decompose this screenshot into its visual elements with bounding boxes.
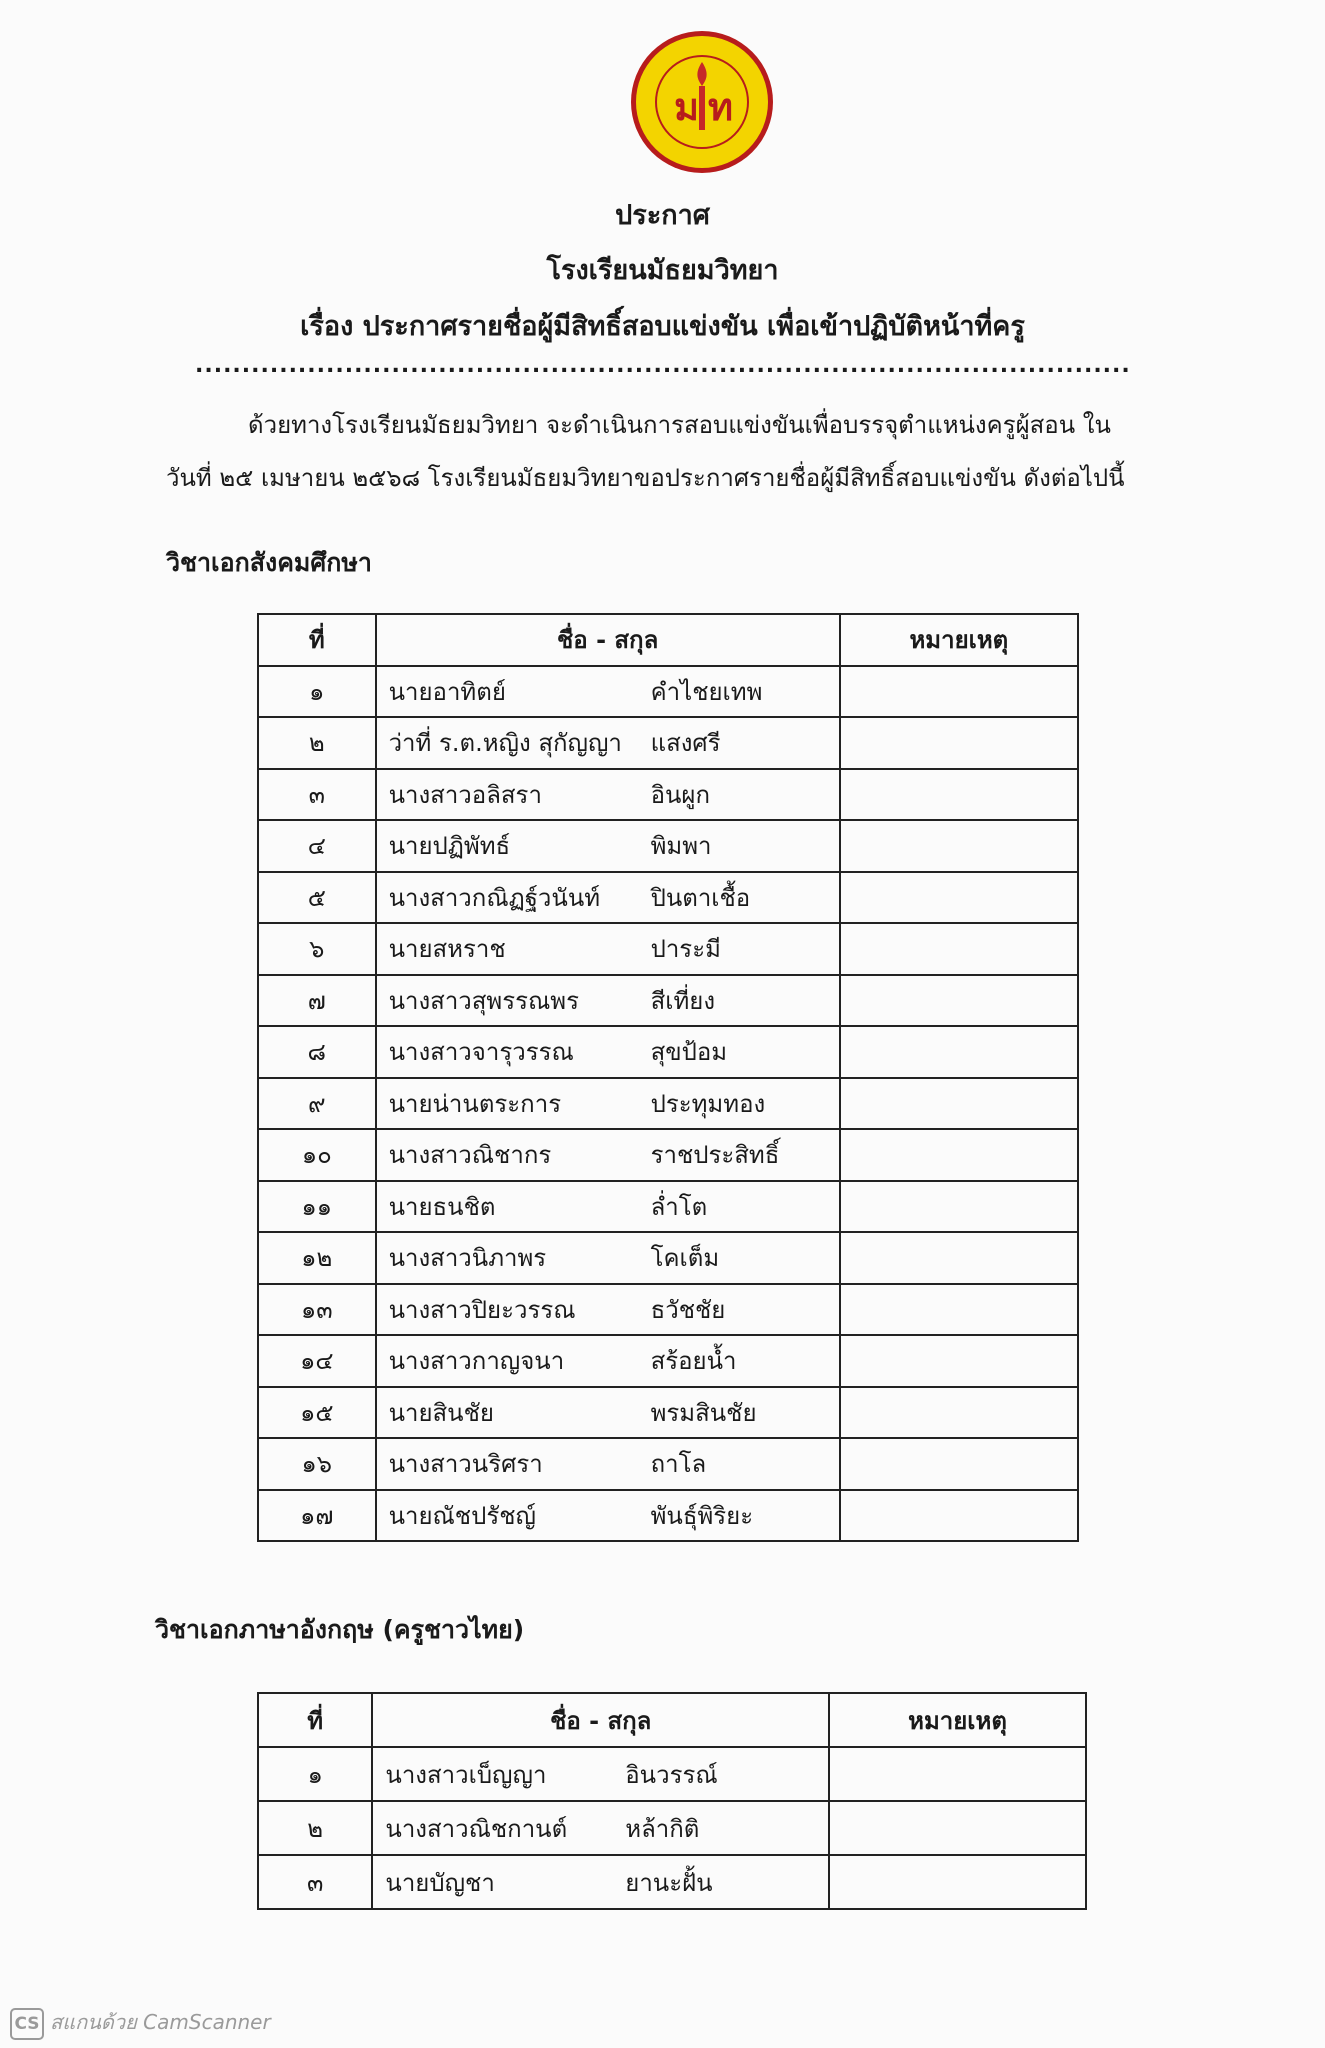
row-number: ๒ [258,1801,372,1855]
row-note [840,872,1078,924]
row-last-name: พรมสินชัย [639,1387,840,1439]
roster-table-english [257,1692,1087,1910]
row-number: ๑๕ [258,1387,376,1439]
row-number: ๑๗ [258,1490,376,1542]
row-first-name: นายอาทิตย์ [376,666,639,718]
row-note [840,1335,1078,1387]
row-number: ๙ [258,1078,376,1130]
row-first-name: นายณัชปรัชญ์ [376,1490,639,1542]
row-first-name: นายธนชิต [376,1181,639,1233]
row-number: ๑ [258,1747,372,1801]
row-last-name: ปาระมี [639,923,840,975]
column-header-number: ที่ [258,1693,372,1747]
row-first-name: ว่าที่ ร.ต.หญิง สุกัญญา [376,717,639,769]
column-header-note: หมายเหตุ [840,614,1078,666]
row-first-name: นายปฏิพัทธ์ [376,820,639,872]
row-first-name: นางสาวปิยะวรรณ [376,1284,639,1336]
row-last-name: ถาโล [639,1438,840,1490]
roster-table-social-studies [257,613,1079,1542]
body-line-1: ด้วยทางโรงเรียนมัธยมวิทยา จะดำเนินการสอบแข่งขันเพื่อบรรจุตำแหน่งครูผู้สอน ใน [248,411,1111,439]
row-note [829,1801,1086,1855]
table-row [258,1490,1078,1542]
row-note [840,1438,1078,1490]
table-row [258,975,1078,1027]
school-name: โรงเรียนมัธยมวิทยา [546,255,779,286]
row-first-name: นายน่านตระการ [376,1078,639,1130]
row-last-name: ล่ำโต [639,1181,840,1233]
camscanner-badge: CS [10,2008,44,2040]
row-note [840,1129,1078,1181]
row-note [840,1181,1078,1233]
row-number: ๑๔ [258,1335,376,1387]
row-note [840,923,1078,975]
row-number: ๓ [258,1855,372,1909]
table-row [258,1078,1078,1130]
table-header-row [258,1693,1086,1747]
column-header-note: หมายเหตุ [829,1693,1086,1747]
row-first-name: นางสาวกาญจนา [376,1335,639,1387]
row-last-name: ประทุมทอง [639,1078,840,1130]
row-number: ๑๒ [258,1232,376,1284]
row-first-name: นางสาวสุพรรณพร [376,975,639,1027]
row-note [840,1026,1078,1078]
body-line-2: วันที่ ๒๕ เมษายน ๒๕๖๘ โรงเรียนมัธยมวิทยาขอประกาศรายชื่อผู้มีสิทธิ์สอบแข่งขัน ดังต่อไปนี้ [166,464,1125,492]
table-row [258,769,1078,821]
table-header-row [258,614,1078,666]
row-first-name: นายสินชัย [376,1387,639,1439]
row-number: ๖ [258,923,376,975]
row-last-name: หล้ากิติ [613,1801,829,1855]
camscanner-watermark [10,2006,271,2040]
row-last-name: พันธุ์พิริยะ [639,1490,840,1542]
row-number: ๔ [258,820,376,872]
row-note [840,1232,1078,1284]
row-last-name: สุขป้อม [639,1026,840,1078]
row-last-name: สีเที่ยง [639,975,840,1027]
table-row [258,1284,1078,1336]
table-row [258,1181,1078,1233]
row-last-name: ราชประสิทธิ์ [639,1129,840,1181]
section-title-social-studies: วิชาเอกสังคมศึกษา [166,548,372,577]
row-note [840,975,1078,1027]
row-number: ๕ [258,872,376,924]
row-first-name: นายสหราช [376,923,639,975]
row-last-name: ธวัชชัย [639,1284,840,1336]
column-header-name: ชื่อ - สกุล [372,1693,829,1747]
table-row [258,872,1078,924]
table-row [258,1387,1078,1439]
row-first-name: นางสาวนิภาพร [376,1232,639,1284]
row-first-name: นางสาวเบ็ญญา [372,1747,613,1801]
table-row [258,1801,1086,1855]
row-number: ๑๖ [258,1438,376,1490]
column-header-number: ที่ [258,614,376,666]
dotted-separator: .................................................................................................... [195,356,1131,376]
row-last-name: พิมพา [639,820,840,872]
table-row [258,1747,1086,1801]
row-note [840,769,1078,821]
table-row [258,1335,1078,1387]
row-last-name: สร้อยน้ำ [639,1335,840,1387]
row-last-name: คำไชยเทพ [639,666,840,718]
row-number: ๓ [258,769,376,821]
row-note [829,1855,1086,1909]
row-last-name: ปินตาเชื้อ [639,872,840,924]
announcement-title: ประกาศ [615,200,710,231]
row-last-name: ยานะฝั้น [613,1855,829,1909]
table-row [258,1232,1078,1284]
svg-text:ม: ม [674,85,700,129]
table-row [258,666,1078,718]
table-row [258,820,1078,872]
row-note [840,820,1078,872]
svg-text:ท: ท [708,85,734,129]
row-last-name: อินวรรณ์ [613,1747,829,1801]
table-row [258,717,1078,769]
table-row [258,1026,1078,1078]
column-header-name: ชื่อ - สกุล [376,614,840,666]
camscanner-text: สแกนด้วย CamScanner [50,2010,271,2034]
row-note [840,1387,1078,1439]
row-last-name: แสงศรี [639,717,840,769]
row-last-name: อินผูก [639,769,840,821]
row-last-name: โคเต็ม [639,1232,840,1284]
row-first-name: นางสาวนริศรา [376,1438,639,1490]
row-note [840,1078,1078,1130]
row-first-name: นางสาวณิชกานต์ [372,1801,613,1855]
school-logo [628,28,776,176]
row-number: ๑ [258,666,376,718]
row-note [840,1490,1078,1542]
row-number: ๘ [258,1026,376,1078]
row-first-name: นางสาวจารุวรรณ [376,1026,639,1078]
row-number: ๑๓ [258,1284,376,1336]
row-number: ๑๑ [258,1181,376,1233]
row-first-name: นายบัญชา [372,1855,613,1909]
row-first-name: นางสาวณิชากร [376,1129,639,1181]
table-row [258,1438,1078,1490]
row-note [840,1284,1078,1336]
table-row [258,1855,1086,1909]
row-note [840,666,1078,718]
section-title-english: วิชาเอกภาษาอังกฤษ (ครูชาวไทย) [155,1615,525,1644]
row-number: ๑๐ [258,1129,376,1181]
row-note [840,717,1078,769]
table-row [258,923,1078,975]
row-first-name: นางสาวกณิฏฐ์วนันท์ [376,872,639,924]
row-number: ๗ [258,975,376,1027]
table-row [258,1129,1078,1181]
row-first-name: นางสาวอลิสรา [376,769,639,821]
row-note [829,1747,1086,1801]
announcement-subject: เรื่อง ประกาศรายชื่อผู้มีสิทธิ์สอบแข่งขัน เพื่อเข้าปฏิบัติหน้าที่ครู [300,311,1025,342]
row-number: ๒ [258,717,376,769]
